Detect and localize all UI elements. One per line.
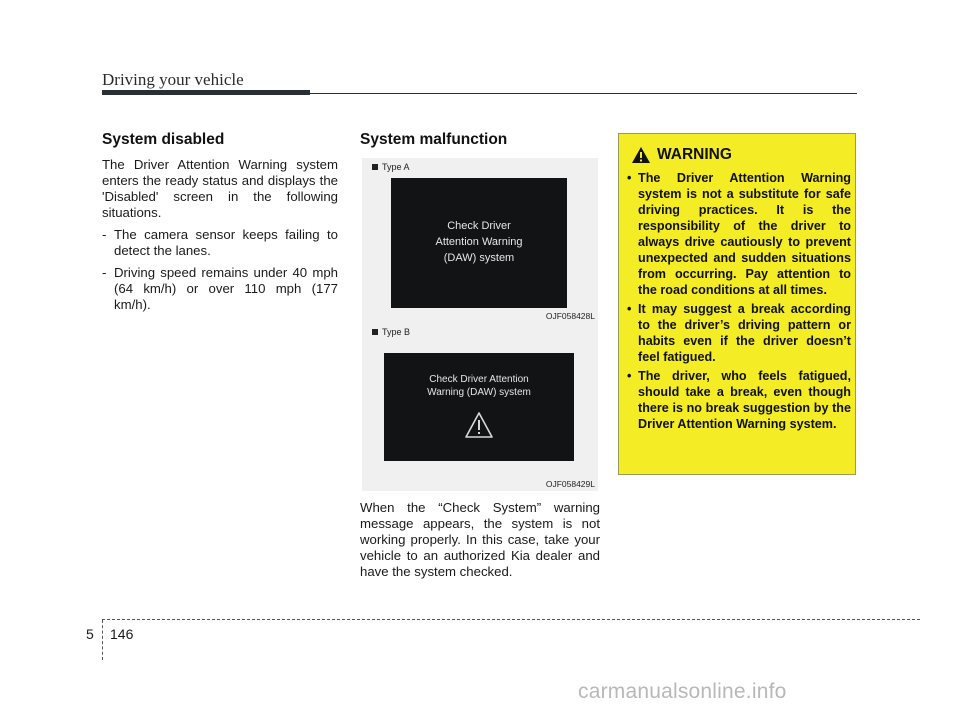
warning-triangle-icon (631, 146, 651, 164)
warning-item: • The driver, who feels fatigued, should take a break, even though there is no break suggestion by the Driver Attention Warning system. (627, 369, 851, 431)
warning-title: WARNING (657, 146, 732, 163)
warning-item: • The Driver Attention Warning system is not a substitute for safe driving practices. It is the responsibility of the driver to always drive cautiously to prevent unexpected and sudden situations from occurring. Pay attention to the road conditions at all times. (627, 171, 851, 297)
body-paragraph: When the “Check System” warning message appears, the system is not working properly. In this case, take your vehicle to an authorized Kia dealer and have the system checked. (360, 500, 600, 579)
warning-item: • It may suggest a break according to the driver’s driving pattern or habits even if the driver doesn’t feel fatigued. (627, 302, 851, 364)
screen-message: Check Driver Attention Warning (DAW) system (427, 374, 531, 398)
section-heading-system-disabled: System disabled (102, 131, 225, 148)
malfunction-body (360, 500, 600, 586)
header-title: Driving your vehicle (102, 70, 244, 89)
header-bar (102, 90, 310, 95)
header-rule (310, 93, 857, 94)
warning-box (618, 133, 856, 475)
figure-type-b (362, 323, 598, 491)
intro-paragraph: The Driver Attention Warning system enters the ready status and displays the 'Disabled' screen in the following situations. (102, 157, 338, 220)
type-label: Type B (382, 327, 411, 337)
figure-code: OJF058428L (545, 311, 595, 321)
list-item: - Driving speed remains under 40 mph (64 km/h) or over 110 mph (177 km/h). (102, 265, 338, 313)
chapter-number: 5 (86, 626, 94, 642)
footer-rule (102, 619, 920, 620)
cluster-screen-b (384, 353, 574, 461)
bullet-square-icon (372, 329, 378, 335)
footer-divider (102, 620, 103, 660)
figure-code: OJF058429L (545, 479, 595, 489)
warning-triangle-icon (464, 411, 494, 439)
page-number: 146 (110, 626, 134, 642)
section-heading-system-malfunction: System malfunction (360, 131, 508, 148)
cluster-screen-a (391, 178, 567, 308)
system-malfunction-section (360, 132, 600, 157)
figure-type-a (362, 158, 598, 323)
screen-message: Check Driver Attention Warning (DAW) system (435, 220, 523, 264)
type-label: Type A (382, 162, 410, 172)
list-item: - The camera sensor keeps failing to detect the lanes. (102, 227, 338, 259)
bullet-square-icon (372, 164, 378, 170)
system-disabled-section (102, 132, 338, 319)
watermark: carmanualsonline.info (578, 680, 787, 703)
